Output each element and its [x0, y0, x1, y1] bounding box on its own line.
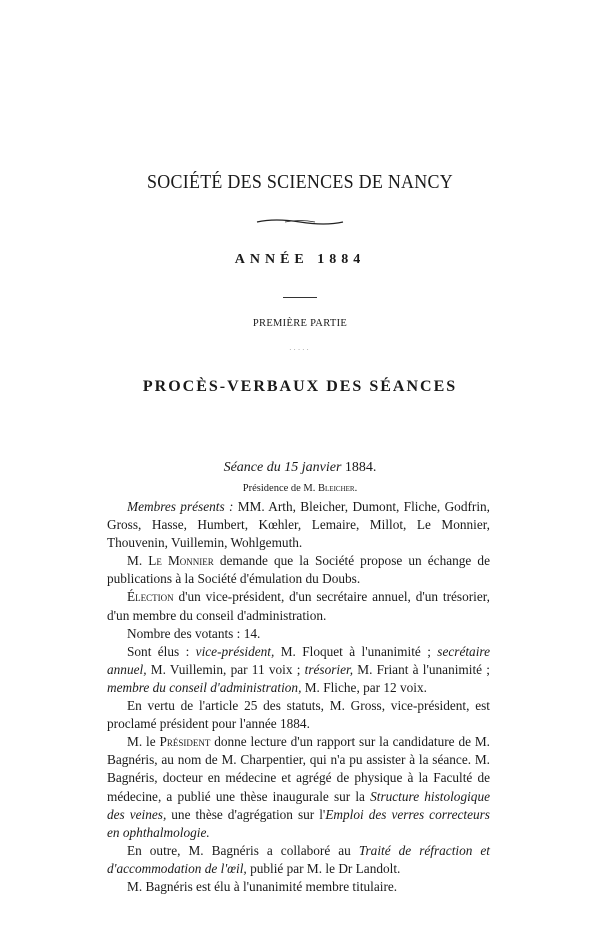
role-treasurer: trésorier, [304, 661, 354, 677]
speaker-name: M. Le Monnier [127, 553, 214, 569]
paragraph-exchange [107, 552, 490, 588]
paragraph-candidacy [107, 733, 490, 842]
dotted-divider: ····· [289, 346, 311, 354]
members-list: MM. Arth, Bleicher, Dumont, Fliche, Godfrin, Gross, Hasse, Humbert, Kœhler, Lemaire, Millot, Le Monnier, Thouvenin, Vuillemin, Wohlgemuth. [107, 499, 490, 551]
role-secretary: secrétaire annuel, [107, 643, 490, 677]
journal-title: SOCIÉTÉ DES SCIENCES DE NANCY [146, 172, 454, 193]
treatise-title: Traité de réfraction et d'accommodation de l'œil, [107, 842, 490, 876]
session-date-label: Séance du 15 janvier [223, 460, 342, 475]
candidacy-text: une thèse d'agrégation sur l' [166, 806, 326, 822]
role-council-member: membre du conseil d'administration, [107, 679, 302, 695]
role-vice-president: vice-président, [195, 643, 275, 659]
paragraph-election [107, 588, 490, 624]
president-name: Bleicher. [318, 483, 358, 494]
session-year: 1884. [341, 460, 377, 475]
paragraph-members [107, 498, 490, 552]
presidency-label: Présidence de M. [242, 483, 319, 494]
elected-text: M. Fliche, par 12 voix. [301, 679, 427, 695]
ornament-divider [0, 214, 600, 224]
section-heading: PROCÈS-VERBAUX DES SÉANCES [142, 378, 458, 395]
paragraph-admission: M. Bagnéris est élu à l'unanimité membre titulaire. [127, 878, 398, 894]
candidacy-text: donne lecture d'un rapport sur la candidature de M. Bagnéris, au nom de M. Charpentier, qui n'a pu assister à la séance. M. Bagnéris, docteur en médecine et agrégé de physique à la Faculté de médecine, a publié une thèse inaugurale sur la [107, 734, 490, 804]
short-rule [0, 288, 600, 306]
president-title: Président [159, 734, 211, 750]
session-date [0, 460, 600, 476]
members-label: Membres présents : [127, 499, 234, 514]
paragraph-elected [107, 643, 490, 697]
candidacy-text: M. le [127, 734, 160, 750]
exchange-text: demande que la Société propose un échange de publications à la Société d'émulation du Doubs. [107, 553, 490, 587]
thesis-title: Emploi des verres correcteurs en ophthalmologie. [107, 806, 490, 840]
election-text: d'un vice-président, d'un secrétaire annuel, d'un trésorier, d'un membre du conseil d'administration. [107, 589, 490, 623]
elected-text: M. Friant à l'unanimité ; [353, 661, 490, 677]
collaboration-text: En outre, M. Bagnéris a collaboré au [127, 842, 359, 858]
elected-text: Sont élus : [127, 643, 196, 659]
presidency-line [0, 483, 600, 494]
year-heading: ANNÉE 1884 [234, 252, 366, 267]
paragraph-collaboration [107, 842, 490, 878]
thesis-title: Structure histologique des veines, [107, 788, 490, 822]
part-label: PREMIÈRE PARTIE [252, 318, 348, 329]
paragraph-president-proclaimed: En vertu de l'article 25 des statuts, M. Gross, vice-président, est proclamé président pour l'année 1884. [107, 698, 490, 732]
election-label: Élection [127, 589, 174, 605]
elected-text: M. Vuillemin, par 11 voix ; [146, 661, 305, 677]
minutes-body [107, 498, 490, 896]
paragraph-votes: Nombre des votants : 14. [127, 625, 261, 641]
collaboration-text: publié par M. le Dr Landolt. [246, 860, 401, 876]
elected-text: M. Floquet à l'unanimité ; [274, 643, 438, 659]
